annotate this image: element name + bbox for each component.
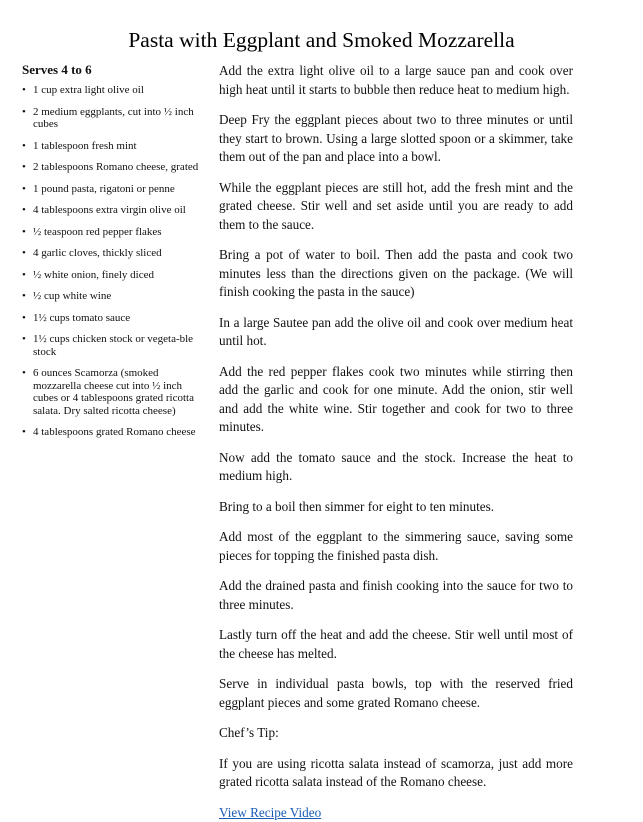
ingredient-item: • 6 ounces Scamorza (smoked mozzarella cheese cut into ½ inch cubes or 4 tablespoons grated ricotta salata. Dry salted ricotta cheese)	[22, 367, 207, 417]
ingredient-item: • 4 tablespoons extra virgin olive oil	[22, 204, 207, 217]
ingredient-list	[22, 84, 207, 439]
step-paragraph: Deep Fry the eggplant pieces about two to three minutes or until they start to brown. Using a large slotted spoon or a skimmer, take them out of the pan and place into a bowl.	[219, 112, 573, 164]
ingredient-item: • 4 tablespoons grated Romano cheese	[22, 426, 207, 439]
ingredient-item: • 2 tablespoons Romano cheese, grated	[22, 161, 207, 174]
step-paragraph: Bring to a boil then simmer for eight to ten minutes.	[219, 498, 495, 514]
ingredient-item: • 1 tablespoon fresh mint	[22, 140, 207, 153]
ingredient-item: • ½ white onion, finely diced	[22, 269, 207, 282]
serves-label: Serves 4 to 6	[22, 62, 92, 77]
ingredient-item: • 1 cup extra light olive oil	[22, 84, 207, 97]
ingredient-item: • 1½ cups tomato sauce	[22, 312, 207, 325]
step-paragraph: Lastly turn off the heat and add the cheese. Stir well until most of the cheese has melted.	[219, 627, 573, 661]
step-paragraph: Serve in individual pasta bowls, top with the reserved fried eggplant pieces and some grated Romano cheese.	[219, 676, 573, 710]
step-paragraph: Add most of the eggplant to the simmering sauce, saving some pieces for topping the finished pasta dish.	[219, 529, 573, 563]
step-paragraph: While the eggplant pieces are still hot, add the fresh mint and the grated cheese. Stir well and set aside until you are ready to add them to the sauce.	[219, 179, 573, 232]
ingredient-item: • 2 medium eggplants, cut into ½ inch cubes	[22, 106, 207, 131]
ingredient-item: • ½ cup white wine	[22, 290, 207, 303]
view-recipe-video-link[interactable]: View Recipe Video	[219, 804, 322, 820]
step-paragraph: In a large Sautee pan add the olive oil and cook over medium heat until hot.	[219, 314, 573, 348]
step-paragraph: Add the extra light olive oil to a large sauce pan and cook over high heat until it starts to bubble then reduce heat to medium high.	[219, 63, 573, 97]
step-paragraph: Add the red pepper flakes cook two minutes while stirring then add the garlic and cook for one minute. Add the onion, stir well and add the white wine. Stir together and cook for two to three minutes.	[219, 363, 573, 434]
chef-tip-text: If you are using ricotta salata instead of scamorza, just add more grated ricotta salata instead of the Romano cheese.	[219, 755, 573, 789]
ingredient-item: • 1½ cups chicken stock or vegeta-ble stock	[22, 333, 207, 358]
step-paragraph: Add the drained pasta and finish cooking into the sauce for two to three minutes.	[219, 578, 573, 612]
step-paragraph: Bring a pot of water to boil. Then add the pasta and cook two minutes less than the directions given on the package. (We will finish cooking the pasta in the sauce)	[219, 247, 573, 299]
ingredients-panel	[22, 62, 207, 448]
instructions-panel	[219, 62, 573, 822]
ingredient-item: • 4 garlic cloves, thickly sliced	[22, 247, 207, 260]
page-title: Pasta with Eggplant and Smoked Mozzarella	[128, 28, 515, 52]
ingredient-item: • 1 pound pasta, rigatoni or penne	[22, 183, 207, 196]
step-paragraph: Now add the tomato sauce and the stock. Increase the heat to medium high.	[219, 449, 573, 483]
chef-tip-label: Chef’s Tip:	[219, 725, 279, 740]
ingredient-item: • ½ teaspoon red pepper flakes	[22, 226, 207, 239]
